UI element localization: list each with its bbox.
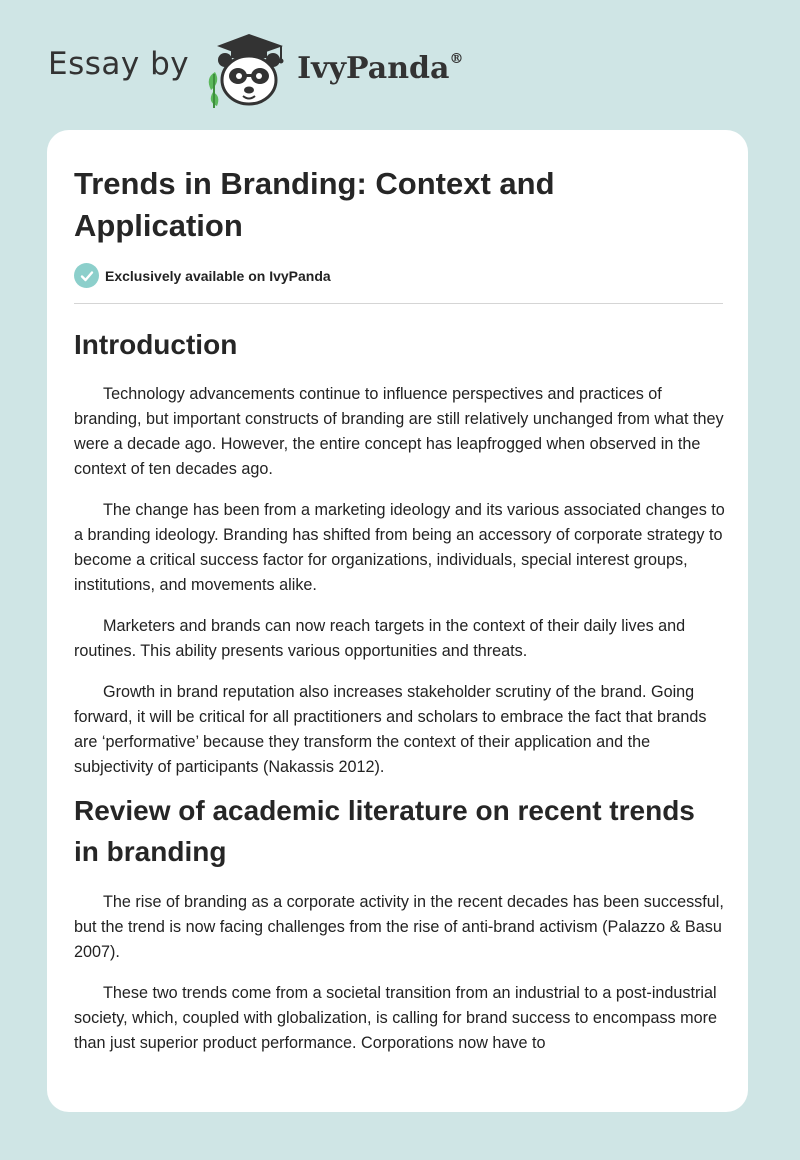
site-header: [48, 30, 463, 110]
article-title: Trends in Branding: Context and Application: [74, 166, 555, 243]
paragraph: Growth in brand reputation also increases stakeholder scrutiny of the brand. Going forward, it will be critical for all practitioners and scholars to embrace the fact that brands are ‘performative’ because they transform the context of their application and the subjectivity of participants (Nakassis 2012).: [74, 683, 707, 776]
paragraph: The rise of branding as a corporate activity in the recent decades has been successful, but the trend is now facing challenges from the rise of anti-brand activism (Palazzo & Basu 2007).: [74, 893, 724, 961]
panda-logo-icon[interactable]: [203, 30, 295, 110]
section-heading-review: Review of academic literature on recent trends in branding: [74, 795, 695, 867]
article-body: [74, 322, 726, 1056]
article-card: [47, 130, 748, 1112]
title-divider: [74, 303, 723, 304]
essay-by-label: Essay by: [48, 46, 190, 82]
exclusive-badge: [74, 263, 331, 288]
brand-text: IvyPanda: [297, 50, 450, 86]
paragraph: Technology advancements continue to influence perspectives and practices of branding, but important constructs of branding are still relatively unchanged from what they were a decade ago. However, the entire concept has leapfrogged when observed in the context of ten decades ago.: [74, 385, 724, 478]
brand-name[interactable]: [297, 51, 463, 86]
section-heading-introduction: Introduction: [74, 329, 238, 360]
exclusive-label: Exclusively available on IvyPanda: [105, 267, 331, 284]
registered-mark: ®: [449, 50, 464, 67]
checkmark-icon: [74, 263, 99, 288]
paragraph: The change has been from a marketing ideology and its various associated changes to a branding ideology. Branding has shifted from being an accessory of corporate strategy to become a critical success factor for organizations, individuals, special interest groups, institutions, and movements alike.: [74, 501, 725, 594]
paragraph: Marketers and brands can now reach targets in the context of their daily lives and routines. This ability presents various opportunities and threats.: [74, 617, 686, 660]
paragraph: These two trends come from a societal transition from an industrial to a post-industrial society, which, coupled with globalization, is calling for brand success to encompass more than just superior product performance. Corporations now have to: [74, 984, 718, 1052]
